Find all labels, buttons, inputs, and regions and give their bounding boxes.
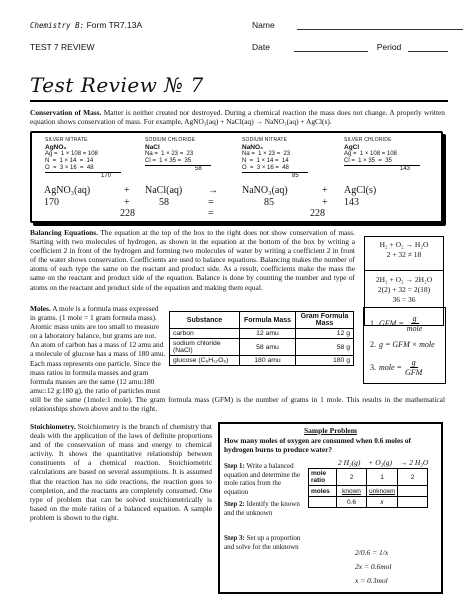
equation-term: NaCl(aq)	[145, 185, 183, 196]
date-line	[252, 42, 448, 52]
formula-1	[370, 314, 422, 333]
mass-operator: =	[208, 197, 214, 208]
equation-term: AgCl(s)	[344, 185, 377, 196]
period-label: Period	[376, 42, 402, 52]
column-total: 58	[145, 165, 211, 173]
table-cell: 1	[367, 469, 398, 486]
table-cell: glucose (C₆H₁₂O₆)	[170, 356, 240, 366]
balanced-masses: 2(2) + 32 = 2(18)	[377, 285, 431, 294]
calc-step-3: x = 0.3mol	[355, 576, 388, 585]
formula-number: 1.	[370, 319, 376, 328]
test-label: TEST 7 REVIEW	[30, 42, 95, 52]
sample-title: Sample Problem	[304, 426, 357, 435]
table-cell: 180 amu	[240, 356, 296, 366]
column-sodium-nitrate	[242, 137, 308, 180]
stoich-text: Stoichiometry is the branch of chemistry that deals with the application of the laws of definite proportions and of the conservation of mass and energy to chemical activity. It shows the quantitative relationship between constituents of a chemical reaction. Stoichiometric calculations are based on several assumptions. It is assumed that the reaction has no side reactions, the reaction goes to completion, and the reactants are completely consumed. One type of problem that can be solved stoichiometrically is based on the mole ratios of a balanced equation. A sample problem is shown to the right.	[30, 422, 212, 522]
column-total: 85	[242, 172, 308, 180]
step-label: Step 1:	[224, 462, 245, 470]
box-divider	[365, 270, 443, 271]
table-cell: known	[337, 486, 367, 497]
unbalanced-masses: 2 + 32 ≠ 18	[386, 250, 422, 259]
mass-value: 85	[264, 197, 274, 208]
formula-mass-table	[169, 311, 354, 366]
balancing-heading: Balancing Equations.	[30, 228, 98, 237]
stoich-heading: Stoichiometry.	[30, 422, 76, 431]
product-water: → 2 H₂O	[399, 458, 429, 467]
column-caption: SODIUM CHLORIDE	[145, 137, 196, 143]
column-silver-nitrate	[45, 137, 121, 180]
reaction-equation	[338, 458, 428, 467]
formula-2	[370, 340, 435, 349]
column-total: 143	[344, 165, 420, 173]
period-field[interactable]	[408, 43, 448, 52]
column-formula: NaNO₃	[242, 144, 264, 151]
fraction	[405, 358, 422, 377]
column-formula: AgNO₃	[45, 144, 67, 151]
atom-row: O = 3 × 16 = 48	[45, 165, 94, 171]
moles-text-cont: still be the same (1mole:1 mole). The gram formula mass (GFM) is the number of grams in 1 mole. This results in the mathematical relationships shown above and to the right.	[30, 395, 445, 414]
step-1	[224, 462, 304, 496]
atom-row: Cl = 1 × 35 = 35	[344, 158, 392, 164]
atom-row: O = 3 × 16 = 48	[242, 165, 289, 171]
table-row	[309, 486, 428, 497]
moles-text: A mole is a formula mass expressed in grams. (1 mole = 1 gram formula mass). Atomic mass units are too small to measure on a laboratory balance, but grams are not. An atom of carbon has a mass of 12 amu and a molecule of glucose has a mass of 180 amu. Each mass represents one particle. Since the mass ratios in formula masses and gram formula masses are the same (12 amu:180 amu::12 g:180 g), the ratio of particles must	[30, 304, 166, 395]
step-text: Set up a proportion and solve for the unknown	[224, 534, 301, 551]
stoich-paragraph	[30, 422, 212, 522]
date-label: Date	[252, 42, 270, 52]
moles-paragraph	[30, 304, 166, 395]
formula-lhs: g = GFM × mole	[379, 340, 435, 349]
column-silver-chloride	[344, 137, 420, 173]
name-label: Name	[252, 20, 275, 30]
step-3	[224, 534, 304, 551]
table-row	[170, 339, 354, 356]
column-total: 170	[45, 172, 121, 180]
table-cell	[309, 497, 337, 508]
mass-value: 58	[159, 197, 169, 208]
table-row	[309, 469, 428, 486]
reactant-hydrogen: 2 H₂(g)	[338, 458, 361, 467]
atom-row: Ag = 1 × 108 = 108	[344, 151, 397, 157]
date-field[interactable]	[294, 43, 368, 52]
table-cell	[398, 497, 428, 508]
column-caption: SILVER CHLORIDE	[344, 137, 392, 143]
table-cell: 2	[337, 469, 367, 486]
atom-row: N = 1 × 14 = 14	[45, 158, 94, 164]
name-line	[252, 20, 463, 30]
balancing-text: The equation at the top of the box to the right does not show conservation of mass. Starting with two molecules of hydrogen, as shown in the equation at the bottom of the box by writing a coefficient 2 in front of the hydrogen and forming two molecules of water by writing a coefficient 2 in front of the water shows conservation. Coefficients are used to balance equations. Balancing makes the number of atoms of each type the same on the reactant and product side. As a result, coefficients make the mass the same on the reactant and product side of the equation. Balance is done by counting the number and type of atoms on the reactant and product side of the equation and making them equal.	[30, 228, 355, 292]
step-2	[224, 500, 304, 517]
equation-operator: +	[322, 185, 328, 196]
sample-problem-box	[218, 422, 443, 594]
moles-heading: Moles.	[30, 304, 51, 313]
calc-step-2: 2x = 0.6mol	[355, 562, 392, 571]
formula-3	[370, 358, 422, 377]
step-label: Step 3:	[224, 534, 245, 542]
formula-number: 3.	[370, 363, 376, 372]
table-cell: sodium chloride (NaCl)	[170, 339, 240, 356]
name-field[interactable]	[297, 21, 463, 30]
balanced-equation: 2H₂ + O₂ → 2H₂O	[375, 275, 433, 284]
table-cell: x	[367, 497, 398, 508]
table-row	[170, 329, 354, 339]
equation-arrow: →	[208, 185, 218, 196]
table-cell: 12 amu	[240, 329, 296, 339]
mass-operator: +	[124, 197, 130, 208]
table-cell: mole ratio	[309, 469, 337, 486]
course-line	[30, 20, 142, 30]
column-caption: SODIUM NITRATE	[242, 137, 288, 143]
moles-paragraph-cont	[30, 395, 445, 413]
column-formula: AgCl	[344, 144, 360, 151]
table-header: Gram Formula Mass	[296, 312, 354, 329]
mole-formula-box	[363, 307, 446, 384]
table-cell: 2	[398, 469, 428, 486]
conservation-heading: Conservation of Mass.	[30, 108, 102, 117]
table-cell: 12 g	[296, 329, 354, 339]
equation-term: AgNO₃(aq)	[44, 185, 91, 196]
balancing-paragraph	[30, 228, 355, 292]
atom-row: Cl = 1 × 35 = 35	[145, 158, 192, 164]
table-cell: 58 g	[296, 339, 354, 356]
conservation-box	[30, 131, 443, 223]
atom-row: Na = 1 × 23 = 23	[145, 151, 194, 157]
ratio-table	[308, 468, 428, 508]
numerator: g	[411, 358, 416, 367]
atom-row: Na = 1 × 23 = 23	[242, 151, 291, 157]
formula-lhs: mole =	[379, 363, 402, 372]
mass-value: 143	[344, 197, 359, 208]
denominator: GFM	[404, 368, 423, 377]
table-header: Substance	[170, 312, 240, 329]
table-cell: moles	[309, 486, 337, 497]
table-row	[170, 356, 354, 366]
unbalanced-equation: H₂ + O₂ → H₂O	[379, 240, 429, 249]
page-title: Test Review № 7	[30, 73, 204, 97]
column-caption: SILVER NITRATE	[45, 137, 88, 143]
step-label: Step 2:	[224, 500, 245, 508]
column-formula: NaCl	[145, 144, 160, 151]
sample-question: How many moles of oxygen are consumed when 0.6 moles of hydrogen burns to produce water?	[224, 436, 411, 454]
denominator: mole	[406, 324, 423, 333]
table-header: Formula Mass	[240, 312, 296, 329]
mass-operator: +	[322, 197, 328, 208]
table-cell	[398, 486, 428, 497]
step-text: Identify the known and the unknown	[224, 500, 300, 517]
numerator: g	[412, 314, 417, 323]
table-cell: unknown	[367, 486, 398, 497]
table-cell: 0.6	[337, 497, 367, 508]
fraction	[407, 314, 423, 333]
course-code: Form TR7.13A	[86, 20, 143, 30]
title-rule	[30, 100, 448, 102]
table-cell: carbon	[170, 329, 240, 339]
atom-row: Ag = 1 × 108 = 108	[45, 151, 98, 157]
table-cell: 180 g	[296, 356, 354, 366]
balanced-total: 36 = 36	[392, 295, 416, 304]
conservation-text: Matter is neither created nor destroyed. During a chemical reaction the mass does not change. A properly written equation shows conservation of mass. For example, AgNO₃(aq) + NaCl(aq) → NaNO₃(aq) + AgCl(s).	[30, 108, 445, 127]
test-line	[30, 42, 95, 52]
course-label: Chemistry B:	[30, 21, 85, 30]
conservation-paragraph	[30, 108, 445, 126]
table-header-row	[170, 312, 354, 329]
sum-operator: =	[208, 208, 214, 219]
table-cell: 58 amu	[240, 339, 296, 356]
equation-term: NaNO₃(aq)	[242, 185, 288, 196]
calc-step-1: 2/0.6 = 1/x	[355, 548, 389, 557]
table-row	[309, 497, 428, 508]
sum-value: 228	[120, 208, 135, 219]
mass-value: 170	[44, 197, 59, 208]
formula-lhs: GFM =	[379, 319, 404, 328]
equation-operator: +	[124, 185, 130, 196]
formula-number: 2.	[370, 340, 376, 349]
sum-value: 228	[310, 208, 325, 219]
column-sodium-chloride	[145, 137, 211, 173]
atom-row: N = 1 × 14 = 14	[242, 158, 289, 164]
reactant-oxygen: + O₂(g)	[368, 458, 392, 467]
step-text: Write a balanced equation and determine the mole ratios from the equation	[224, 462, 300, 496]
